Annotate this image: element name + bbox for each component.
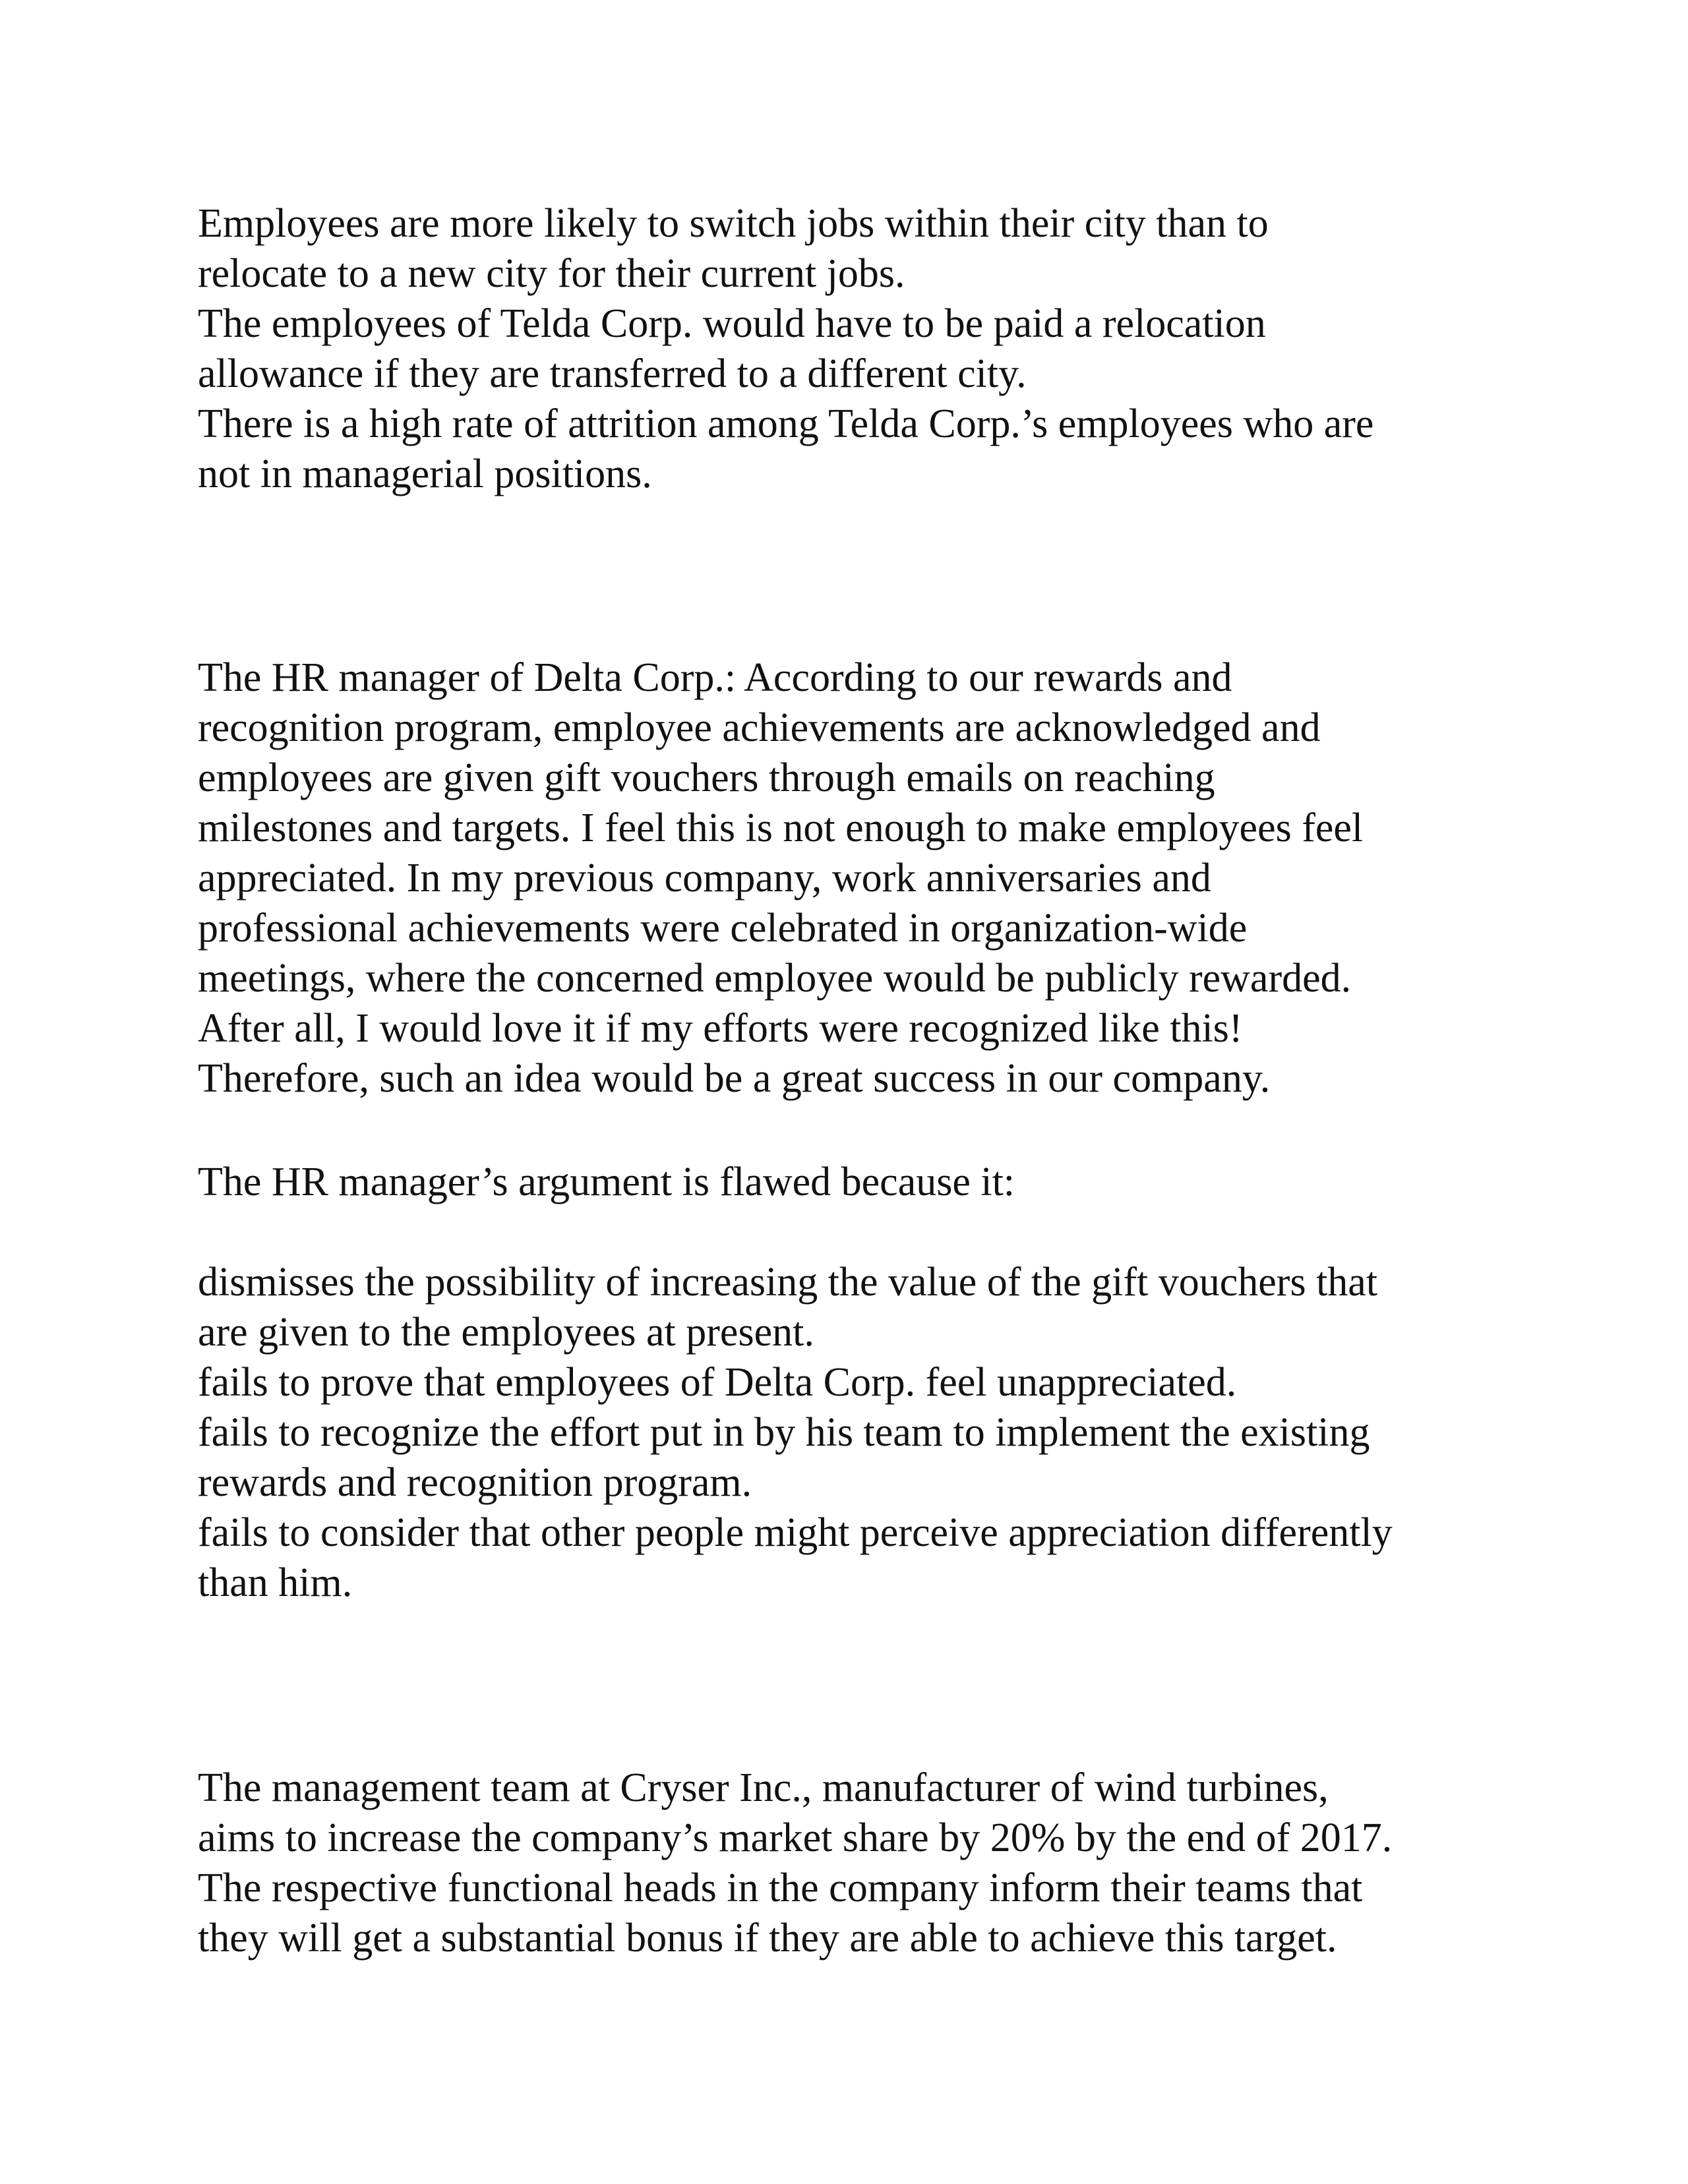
passage-line: aims to increase the company’s market share by 20% by the end of 2017. bbox=[198, 1815, 1393, 1860]
passage-line: appreciated. In my previous company, work anniversaries and bbox=[198, 856, 1211, 900]
option-line: fails to consider that other people might perceive appreciation differently bbox=[198, 1510, 1393, 1555]
passage-line: meetings, where the concerned employee would be publicly rewarded. bbox=[198, 956, 1352, 1001]
passage-line: they will get a substantial bonus if they are able to achieve this target. bbox=[198, 1916, 1337, 1961]
option-line: rewards and recognition program. bbox=[198, 1460, 752, 1505]
hr-manager-passage bbox=[198, 653, 1530, 1104]
option-line: than him. bbox=[198, 1560, 353, 1605]
question-stem bbox=[198, 1157, 1530, 1207]
option-line: dismisses the possibility of increasing the value of the gift vouchers that bbox=[198, 1260, 1378, 1305]
answer-options bbox=[198, 1257, 1530, 1608]
passage-line: recognition program, employee achievements are acknowledged and bbox=[198, 705, 1321, 750]
passage-line: The HR manager of Delta Corp.: According to our rewards and bbox=[198, 655, 1232, 700]
passage-line: The respective functional heads in the company inform their teams that bbox=[198, 1866, 1363, 1910]
passage-line: After all, I would love it if my efforts were recognized like this! bbox=[198, 1006, 1243, 1051]
statement-line: not in managerial positions. bbox=[198, 452, 652, 496]
statement-line: The employees of Telda Corp. would have to be paid a relocation bbox=[198, 301, 1266, 346]
passage-line: professional achievements were celebrated in organization-wide bbox=[198, 906, 1248, 951]
statement-line: relocate to a new city for their current jobs. bbox=[198, 251, 905, 296]
statement-line: There is a high rate of attrition among Telda Corp.’s employees who are bbox=[198, 401, 1374, 446]
cryser-passage bbox=[198, 1763, 1530, 1963]
statement-line: Employees are more likely to switch jobs within their city than to bbox=[198, 201, 1269, 246]
statement-line: allowance if they are transferred to a different city. bbox=[198, 351, 1027, 396]
answer-statements bbox=[198, 198, 1530, 499]
option-line: are given to the employees at present. bbox=[198, 1310, 814, 1355]
question-line: The HR manager’s argument is flawed because it: bbox=[198, 1160, 1015, 1204]
option-line: fails to recognize the effort put in by his team to implement the existing bbox=[198, 1410, 1370, 1455]
passage-line: milestones and targets. I feel this is not enough to make employees feel bbox=[198, 806, 1364, 850]
passage-line: Therefore, such an idea would be a great success in our company. bbox=[198, 1056, 1271, 1101]
passage-line: The management team at Cryser Inc., manufacturer of wind turbines, bbox=[198, 1765, 1329, 1810]
passage-line: employees are given gift vouchers through emails on reaching bbox=[198, 755, 1215, 800]
option-line: fails to prove that employees of Delta Corp. feel unappreciated. bbox=[198, 1360, 1237, 1405]
